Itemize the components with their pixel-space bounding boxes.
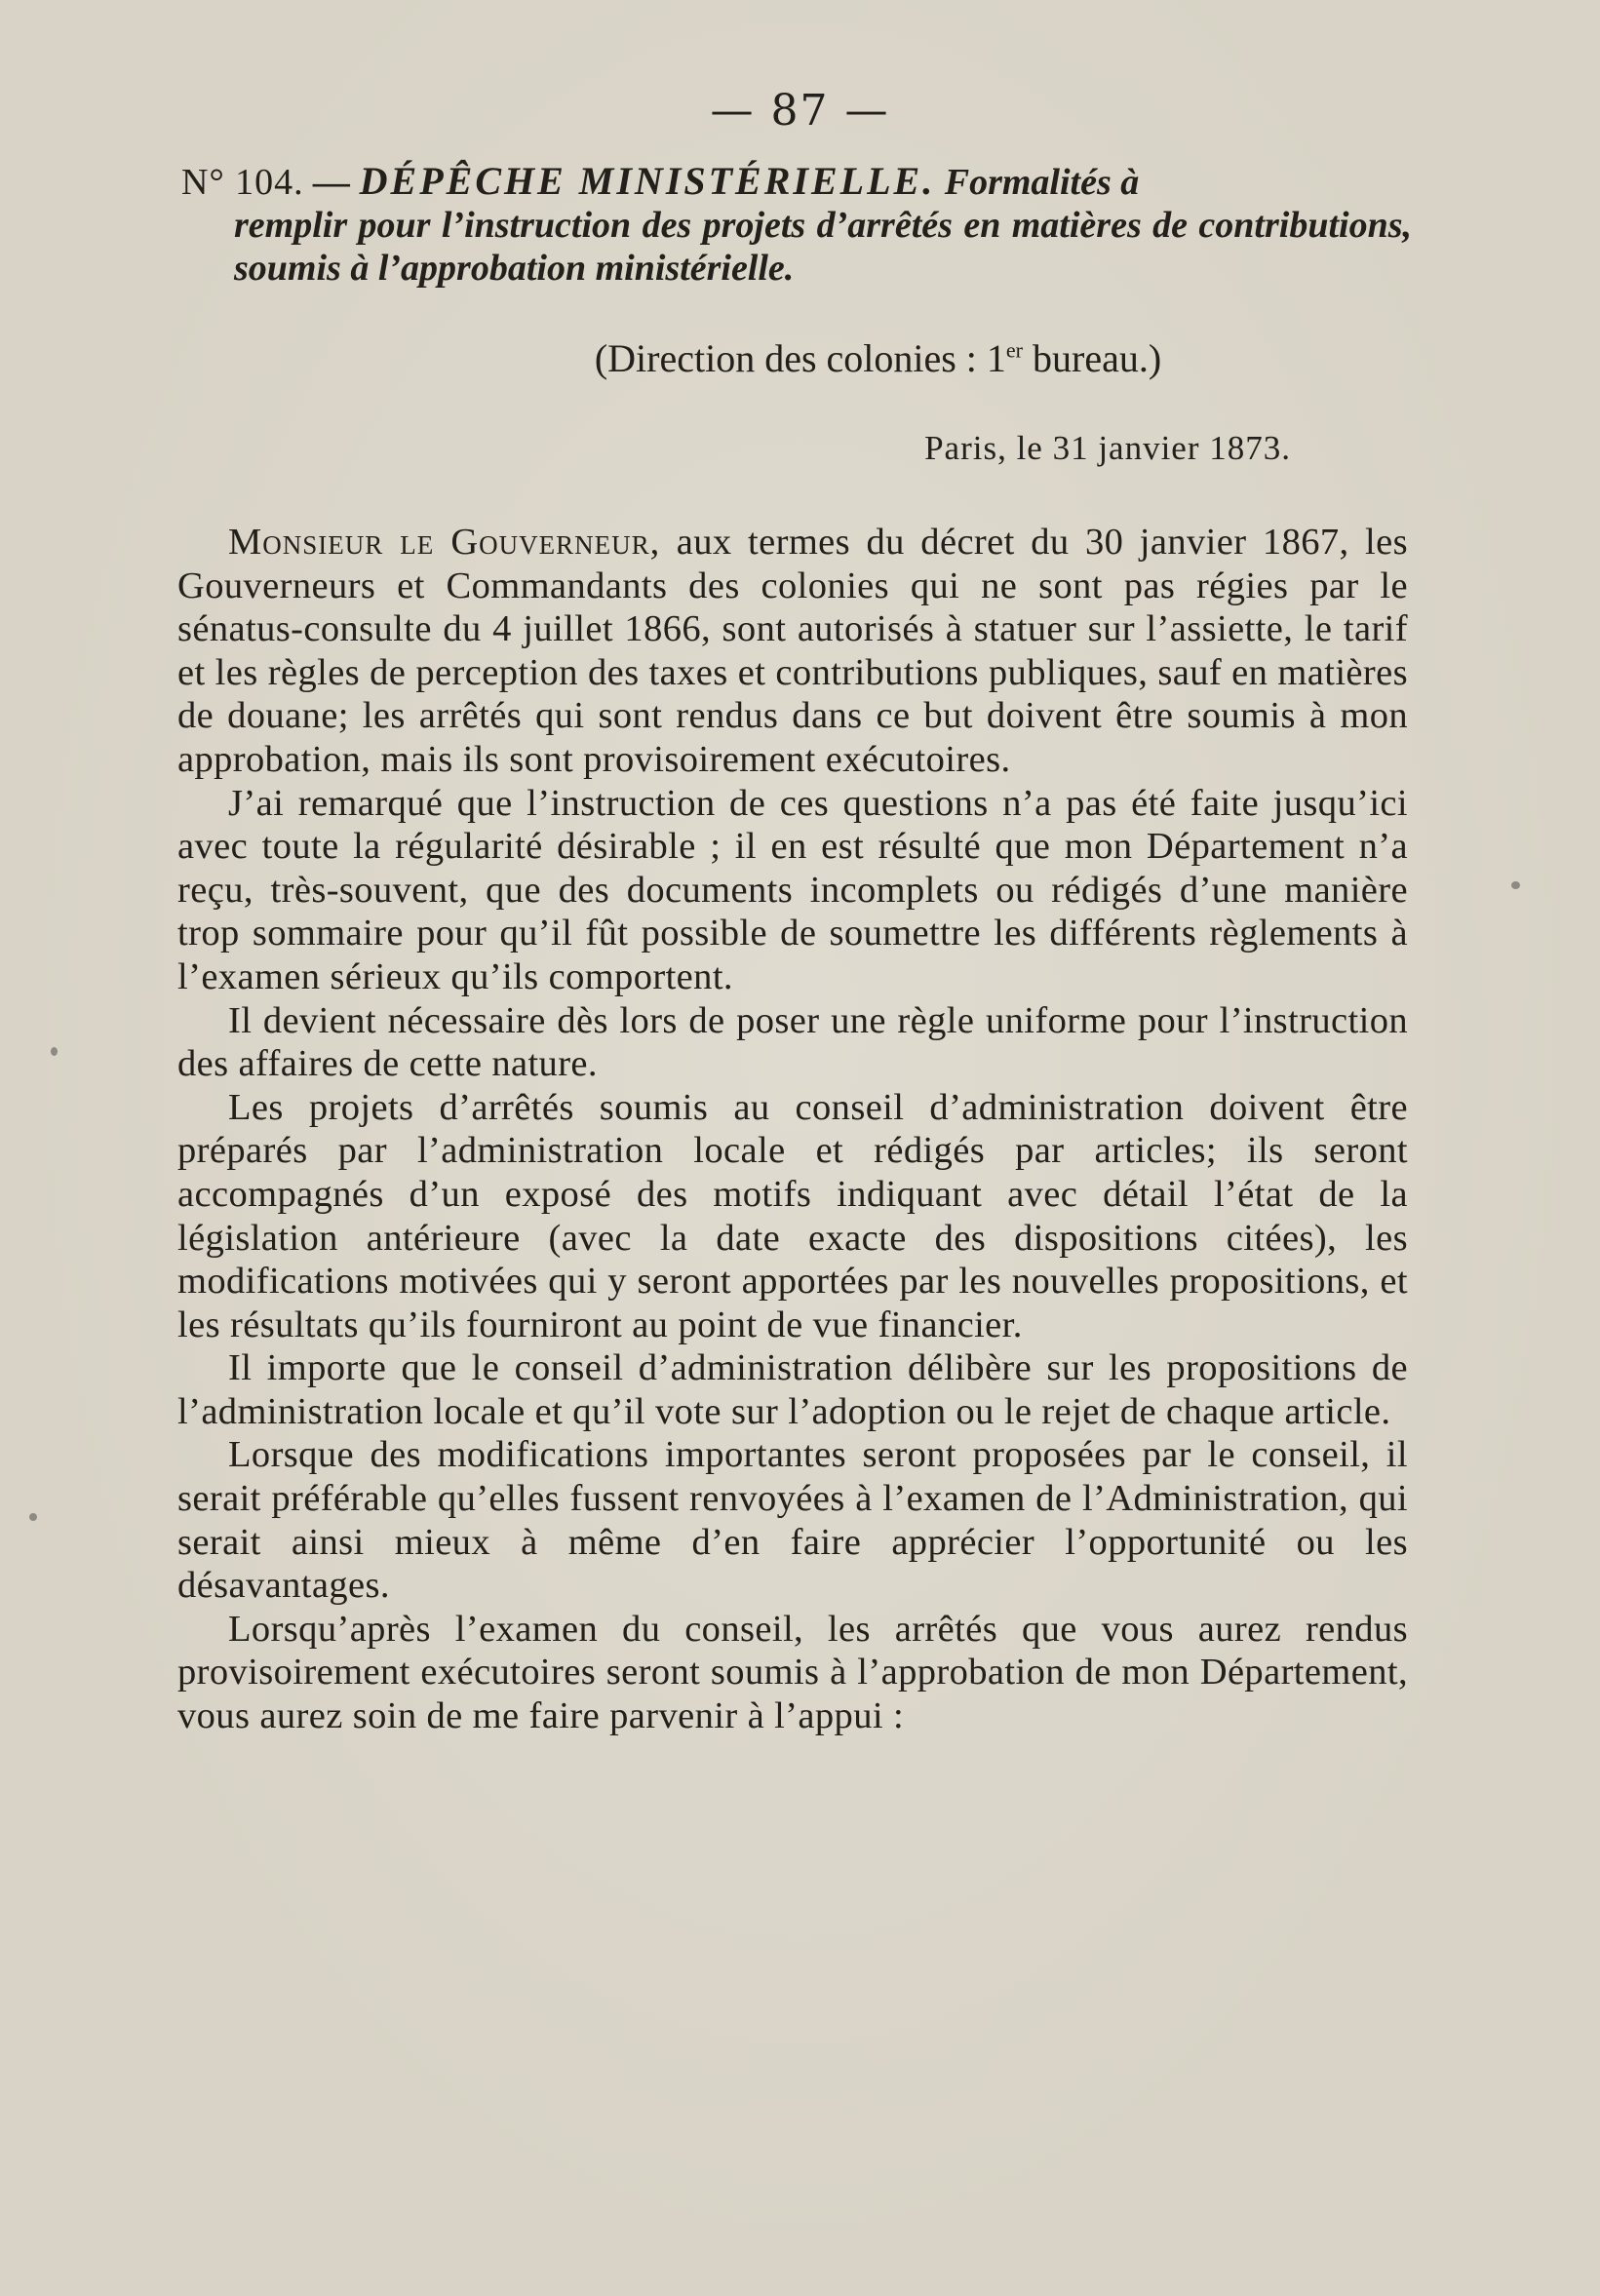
- dateline: Paris, le 31 janvier 1873.: [924, 429, 1291, 467]
- paper-speck: [51, 1047, 58, 1056]
- direction-superscript: er: [1005, 337, 1024, 363]
- document-title: DÉPÊCHE MINISTÉRIELLE.: [359, 159, 936, 203]
- letter-body: [177, 521, 1408, 1738]
- paragraph: Il importe que le conseil d’administration délibère sur les propositions de l’administration locale et qu’il vote sur l’adoption ou le rejet de chaque article.: [177, 1347, 1408, 1432]
- paragraph: Lorsque des modifications importantes seront proposées par le conseil, il serait préférable qu’elles fussent renvoyées à l’examen de l’Administration, qui serait ainsi mieux à même d’en faire apprécier l’opportunité ou les désavantages.: [177, 1434, 1408, 1607]
- document-subtitle: remplir pour l’instruction des projets d’arrêtés en matières de contributions, soumis à l’approbation ministérielle.: [234, 205, 1412, 289]
- paragraph: Les projets d’arrêtés soumis au conseil d’administration doivent être préparés par l’administration locale et rédigés par articles; ils seront accompagnés d’un exposé des motifs indiquant avec détail l’état de la législation antérieure (avec la date exacte des dispositions citées), les modifications motivées qui y seront apportées par les nouvelles propositions, et les résultats qu’ils fourniront au point de vue financier.: [177, 1086, 1408, 1345]
- document-number: N° 104.: [181, 162, 304, 203]
- paper-speck: [29, 1513, 37, 1521]
- salutation: Monsieur le Gouverneur,: [228, 522, 661, 563]
- paragraph: Lorsqu’après l’examen du conseil, les arrêtés que vous aurez rendus provisoirement exécutoires seront soumis à l’approbation de mon Département, vous aurez soin de me faire parvenir à l’appui :: [177, 1608, 1408, 1737]
- heading-dash: —: [303, 162, 360, 203]
- page-number: — 87 —: [710, 86, 890, 136]
- paragraph: J’ai remarqué que l’instruction de ces questions n’a pas été faite jusqu’ici avec toute la régularité désirable ; il en est résulté que mon Département n’a reçu, très-souvent, que des documents incomplets ou rédigés d’une manière trop sommaire pour qu’il fût possible de soumettre les différents règlements à l’examen sérieux qu’ils comportent.: [177, 782, 1408, 997]
- paper-speck: [1511, 881, 1520, 889]
- paragraph: Il devient nécessaire dès lors de poser une règle uniforme pour l’instruction des affaires de cette nature.: [177, 999, 1408, 1085]
- document-subtitle-start: Formalités à: [944, 162, 1140, 203]
- document-heading: [181, 160, 1412, 290]
- direction-line: [0, 335, 1600, 381]
- direction-text-before: (Direction des colonies : 1: [594, 336, 1006, 380]
- direction-text-after: bureau.): [1023, 336, 1162, 380]
- paragraph-text: aux termes du décret du 30 janvier 1867, les Gouverneurs et Commandants des colonies qui ne sont pas régies par le sénatus-consulte du 4 juillet 1866, sont autorisés à statuer sur l’assiette, le tarif et les règles de perception des taxes et contributions publiques, sauf en matières de douane; les arrêtés qui sont rendus dans ce but doivent être soumis à mon approbation, mais ils sont provisoirement exécutoires.: [177, 522, 1408, 780]
- paragraph: [177, 521, 1408, 782]
